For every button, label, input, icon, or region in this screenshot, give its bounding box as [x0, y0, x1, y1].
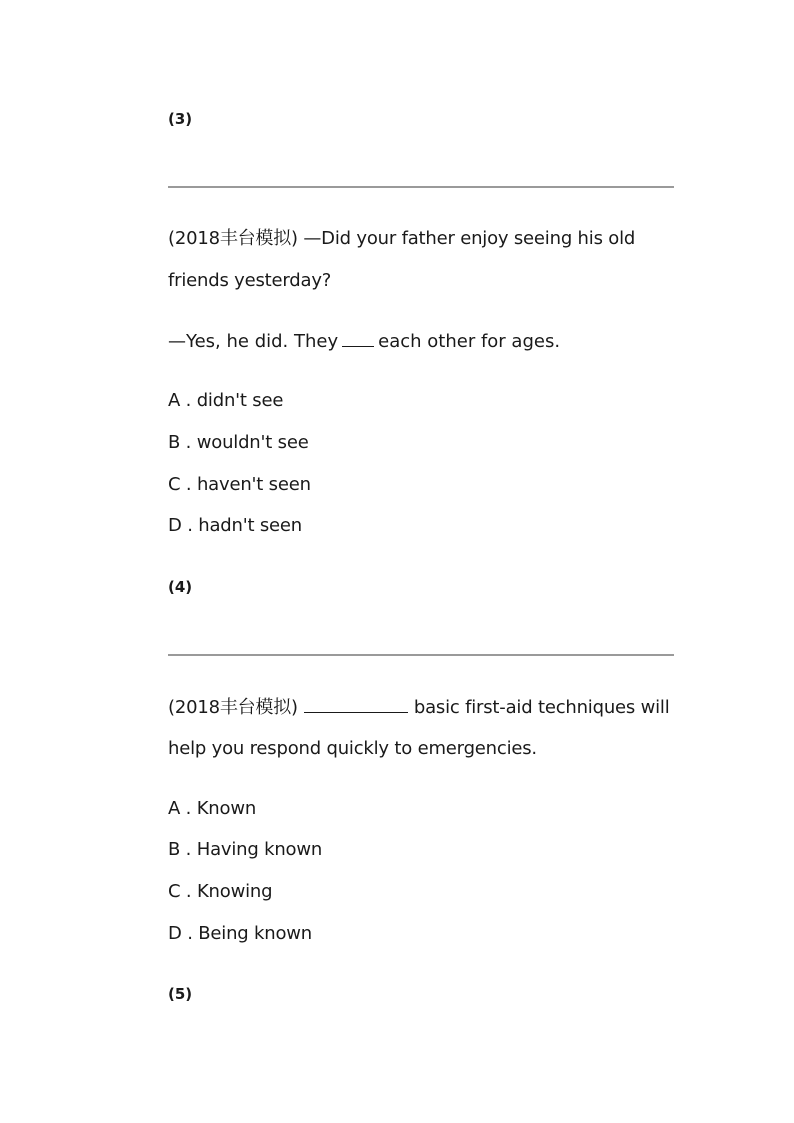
- stem-text: basic first-aid techniques will: [413, 697, 670, 718]
- question-source: (2018丰台模拟): [168, 697, 298, 718]
- answer-blank: [304, 696, 408, 713]
- question-number-3: (3): [168, 110, 193, 128]
- option-text: hadn't seen: [198, 515, 302, 536]
- option-letter: B: [168, 839, 181, 860]
- question-3-stem-line2: friends yesterday?: [168, 270, 332, 291]
- option-letter: C: [168, 474, 181, 495]
- option-letter: A: [168, 390, 181, 411]
- question-4-option-d: D . Being known: [168, 923, 313, 944]
- question-3-response: [168, 330, 560, 353]
- question-4-option-a: A . Known: [168, 798, 257, 819]
- question-3-option-a: A . didn't see: [168, 390, 284, 411]
- question-number-4: (4): [168, 578, 193, 596]
- question-number-5: (5): [168, 985, 193, 1003]
- option-letter: B: [168, 432, 181, 453]
- question-4-stem-line2: help you respond quickly to emergencies.: [168, 738, 537, 759]
- option-text: wouldn't see: [196, 432, 309, 453]
- question-3-option-c: C . haven't seen: [168, 474, 311, 495]
- question-4-option-b: B . Having known: [168, 839, 323, 860]
- section-divider: [168, 654, 674, 656]
- question-3-stem-line1: (2018丰台模拟) —Did your father enjoy seeing his old: [168, 228, 636, 249]
- question-4-option-c: C . Knowing: [168, 881, 273, 902]
- question-3-option-b: B . wouldn't see: [168, 432, 309, 453]
- option-text: Knowing: [196, 881, 273, 902]
- option-text: Being known: [198, 923, 313, 944]
- option-text: Having known: [196, 839, 323, 860]
- option-letter: C: [168, 881, 181, 902]
- option-text: didn't see: [196, 390, 284, 411]
- option-letter: A: [168, 798, 181, 819]
- answer-blank: [342, 330, 374, 347]
- question-3-option-d: D . hadn't seen: [168, 515, 302, 536]
- option-text: haven't seen: [196, 474, 311, 495]
- response-text-before: —Yes, he did. They: [168, 331, 339, 352]
- section-divider: [168, 186, 674, 188]
- option-text: Known: [196, 798, 257, 819]
- question-4-stem-line1: [168, 696, 670, 719]
- option-letter: D: [168, 515, 182, 536]
- option-letter: D: [168, 923, 182, 944]
- response-text-after: each other for ages.: [378, 331, 561, 352]
